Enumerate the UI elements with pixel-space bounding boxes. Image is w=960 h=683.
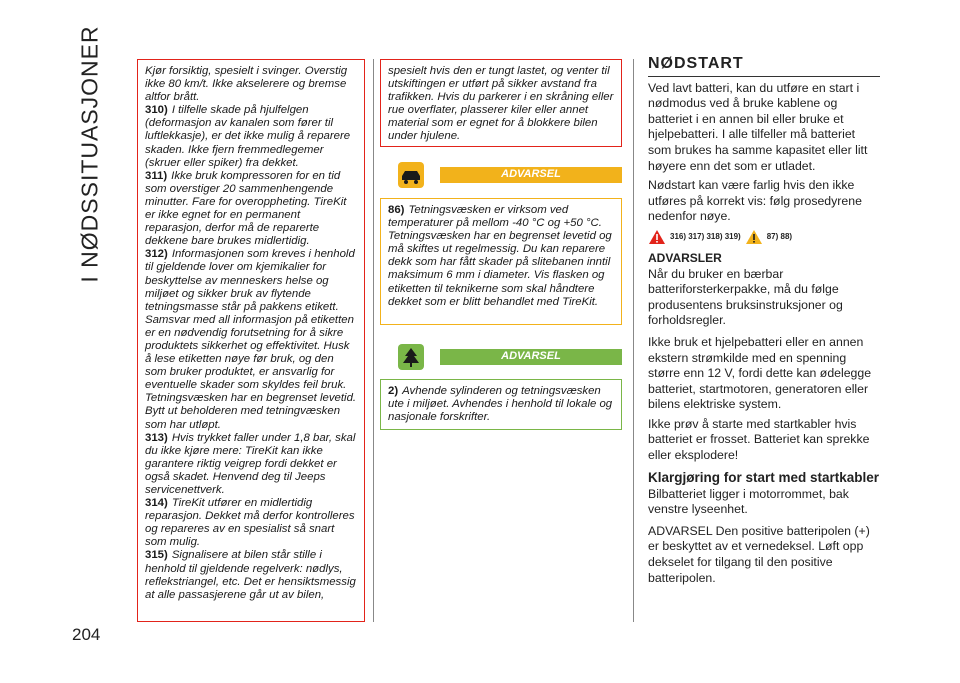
reference-numbers: 316) 317) 318) 319) xyxy=(670,232,741,242)
note-text: I tilfelle skade på hjulfelgen (deformasjon av kanalen som fører til luftlekkasje), er det ikke mulig å reparere skaden. Ikke fjern fremmedlegemer (skruer eller spiker) fra dekket. xyxy=(145,104,351,169)
note-item xyxy=(145,248,357,431)
danger-triangle-icon xyxy=(648,229,666,245)
warning-text: Avhende sylinderen og tetningsvæsken ute i miljøet. Avhendes i henhold til lokale og nasjonale forskrifter. xyxy=(388,385,613,424)
note-text: Informasjonen som kreves i henhold til gjeldende lover om kjemikalier for beskyttelse av menneskers helse og miljøet og sikker bruk av flytende tetningsmasse står på pakkens etikett. Samsvar med all informasjon på etiketten er en nødvendig forutsetning for å sikre produktets sikkerhet og effektivitet. Husk å lese etiketten nøye før bruk, og den som bruker produktet, er ansvarlig for eventuelle skader som skyldes feil bruk. Tetningsvæsken har en begrenset levetid. Bytt ut beholderen med tetningvæsken som har utløpt. xyxy=(145,248,357,431)
page-number: 204 xyxy=(72,625,101,644)
chapter-title-text: I NØDSSITUASJONER xyxy=(76,25,103,283)
note-item xyxy=(145,549,357,601)
note-text: Ikke bruk kompressoren for en tid som overstiger 20 sammenhengende minutter. Fare for overoppheting. TireKit er ikke egnet for en permanent reparasjon, derfor må de reparerte dekkene bare brukes midlertidig. xyxy=(145,169,347,248)
note-number: 310) xyxy=(145,104,168,117)
note-item xyxy=(145,497,357,549)
note-item xyxy=(145,104,357,169)
warning-box-2 xyxy=(380,379,622,430)
warning-box-1 xyxy=(380,198,622,325)
paragraph: Når du bruker en bærbar batteriforsterkerpakke, må du følge produsentens bruksinstruksjoner og forholdsregler. xyxy=(648,266,843,328)
warning-label-1: ADVARSEL xyxy=(501,168,561,180)
note-number: 314) xyxy=(145,497,168,510)
warning-text: Tetningsvæsken er virksom ved temperaturer på mellom -40 °C og +50 °C. Tetningsvæsken har en begrenset levetid og må skiftes ut regelmessig. Du kan reparere dekk som har fått skader på slitebanen inntil maksimum 6 mm i diameter. Vis flasken og etiketten til teknikerne som skal håndtere dekket som er blitt behandlet med TireKit. xyxy=(388,204,612,308)
warnings-heading: ADVARSLER xyxy=(648,250,722,265)
note-text: Hvis trykket faller under 1,8 bar, skal du ikke kjøre mere: TireKit kan ikke garantere riktig veigrep fordi dekket er også skadet. Henvend deg til Jeeps servicenettverk. xyxy=(145,431,356,496)
note-number: 311) xyxy=(145,169,168,182)
paragraph: Nødstart kan være farlig hvis den ikke utføres på korrekt vis: følg prosedyrene nedenfor nøye. xyxy=(648,178,862,224)
column-divider xyxy=(373,59,374,622)
warning-number: 2) xyxy=(388,385,399,397)
paragraph: Ikke bruk et hjelpebatteri eller en annen ekstern strømkilde med en spenning større enn 12 V, fordi dette kan ødelegge batteriet, startmotoren, generatoren eller bilens elektriske system. xyxy=(648,334,872,412)
warning-header-1 xyxy=(380,158,622,192)
chapter-title xyxy=(72,25,108,283)
paragraph: Ved lavt batteri, kan du utføre en start i nødmodus ved å bruke kablene og batteriet i en annen bil eller bruke et hjelpebatteri. I alle tilfeller må batteriet som brukes ha samme kapasitet eller litt høyere enn det som er utladet. xyxy=(648,80,868,173)
warning-number: 86) xyxy=(388,204,405,216)
notes-box-continuation xyxy=(380,59,622,147)
continuation-text: spesielt hvis den er tungt lastet, og venter til utskiftingen er utført på sikker avstand fra trafikken. Hvis du parkerer i en skråning eller rue overflater, plasserer kiler eller annet material som er egnet for å blokkere bilen under hjulene. xyxy=(388,65,614,143)
reference-numbers: 87) 88) xyxy=(766,232,793,242)
note-item xyxy=(145,432,357,497)
subsection-title: Klargjøring for start med startkabler xyxy=(648,469,880,485)
reference-row xyxy=(648,229,880,245)
note-number: 312) xyxy=(145,248,168,261)
warning-header-2 xyxy=(380,340,622,374)
warning-item xyxy=(388,204,614,309)
note-text: TireKit utfører en midlertidig reparasjon. Dekket må derfor kontrolleres og repareres av en spesialist så snart som mulig. xyxy=(145,497,355,549)
warning-label-2: ADVARSEL xyxy=(501,350,561,362)
column-divider xyxy=(633,59,634,622)
paragraph: ADVARSEL Den positive batteripolen (+) er beskyttet av et vernedeksel. Løft opp dekselet for tilgang til den positive batteripolen. xyxy=(648,523,870,585)
note-item xyxy=(145,170,357,249)
warning-item xyxy=(388,385,614,424)
paragraph: Ikke prøv å starte med startkabler hvis batteriet er frosset. Batteriet kan sprekke eller eksplodere! xyxy=(648,416,870,463)
note-number: 313) xyxy=(145,431,168,444)
section-title: NØDSTART xyxy=(648,56,880,77)
main-text-column xyxy=(648,56,880,590)
caution-triangle-icon xyxy=(745,229,763,245)
note-number: 315) xyxy=(145,549,168,562)
note-text: Signalisere at bilen står stille i henhold til gjeldende regelverk: nødlys, reflekstriangel, etc. Det er hensiktsmessig at alle passasjerene går ut av bilen, xyxy=(145,549,356,601)
notes-intro: Kjør forsiktig, spesielt i svinger. Overstig ikke 80 km/t. Ikke akselerere og bremse altfor brått. xyxy=(145,65,348,104)
notes-box-left xyxy=(137,59,365,622)
paragraph: Bilbatteriet ligger i motorrommet, bak venstre lyseenhet. xyxy=(648,486,849,517)
